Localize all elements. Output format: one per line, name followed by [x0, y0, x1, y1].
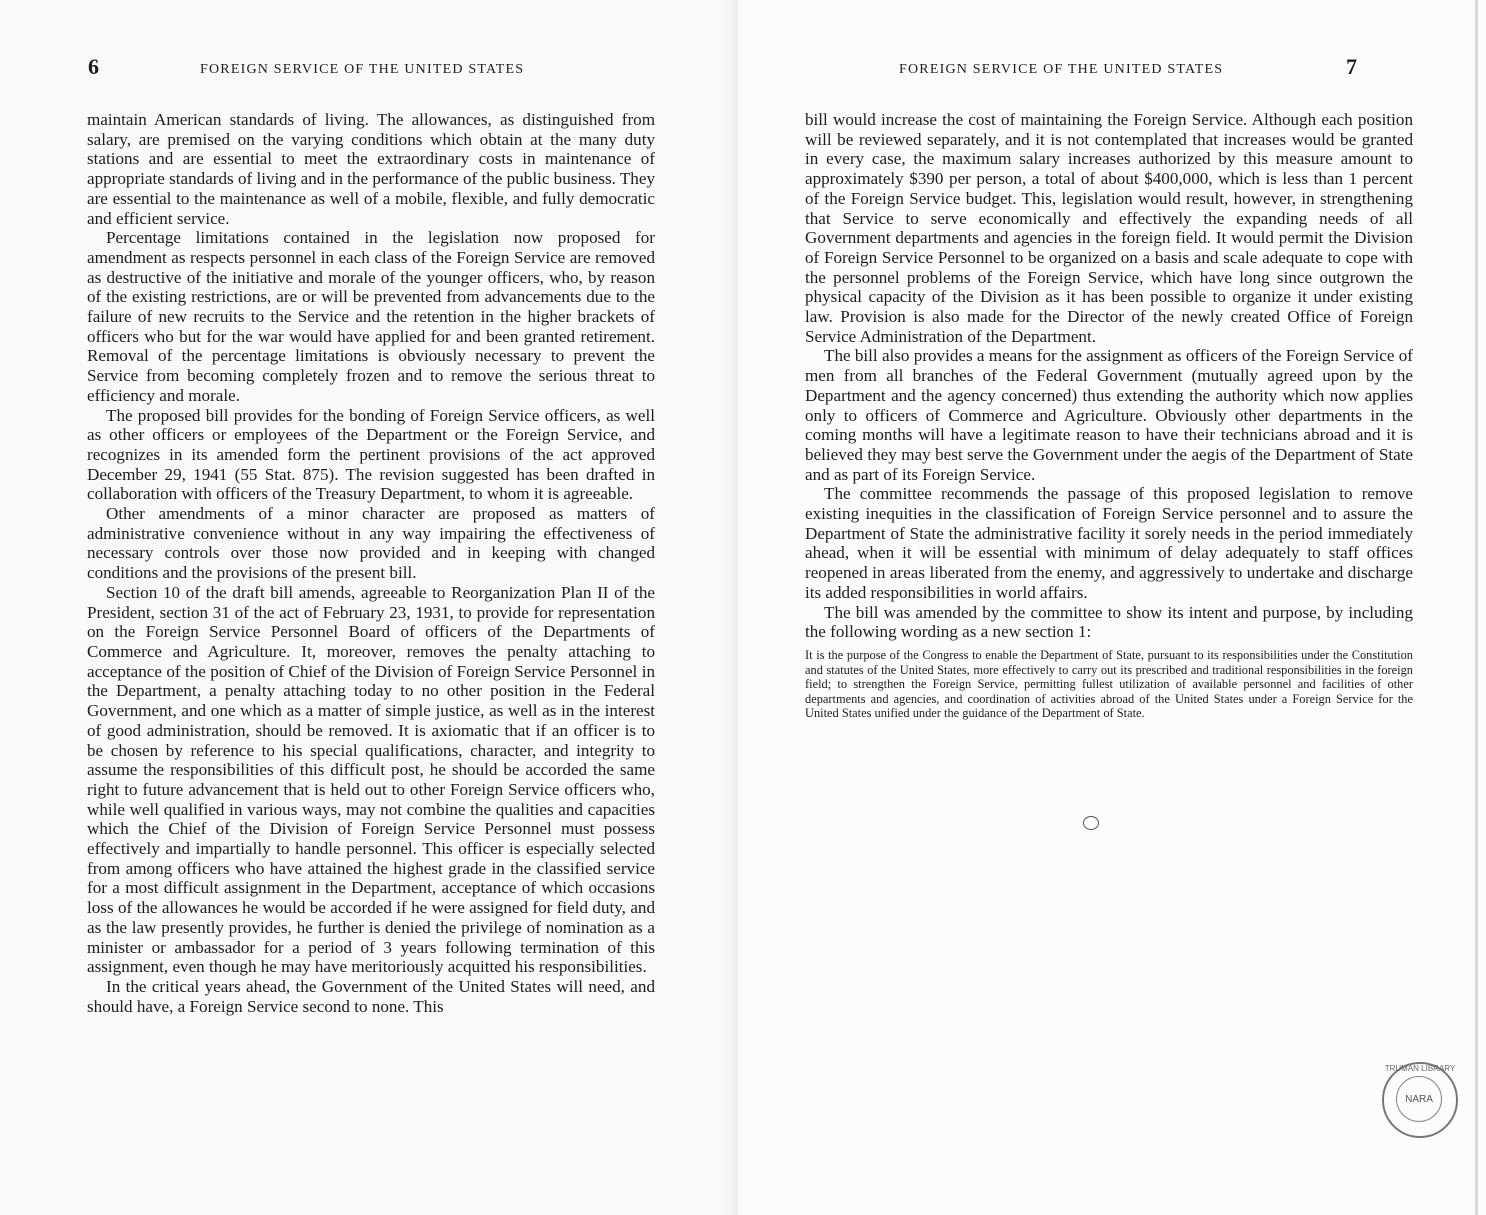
left-paragraph-2: Percentage limitations contained in the legislation now proposed for amendment as respects personnel in each class of the Foreign Service are removed as destructive of the initiative and morale of the younger officers, who, by reason of the existing restrictions, are or will be prevented from advancements due to the failure of new recruits to the Service and the retention in the higher brackets of officers who but for the war would have applied for and been granted retirement. Removal of the percentage limitations is obviously necessary to prevent the Service from becoming completely frozen and to remove the serious threat to efficiency and morale. [87, 228, 655, 405]
left-paragraph-6: In the critical years ahead, the Government of the United States will need, and should have, a Foreign Service second to none. This [87, 976, 655, 1016]
right-paragraph-2: The bill also provides a means for the assignment as officers of the Foreign Service of men from all branches of the Federal Government (mutually agreed upon by the Department and the agency concerned) thus extending the authority which now applies only to officers of Commerce and Agriculture. Obviously other departments in the coming months will have a legitimate reason to have their technicians abroad and it is believed they may best serve the Government under the aegis of the Department of State and as part of its Foreign Service. [805, 346, 1413, 484]
left-paragraph-4: Other amendments of a minor character are proposed as matters of administrative convenience without in any way impairing the effectiveness of necessary controls over those now provided and in keeping with changed conditions and the provisions of the present bill. [87, 504, 655, 583]
library-stamp [1382, 1062, 1458, 1138]
printed-circle-mark [1083, 816, 1099, 830]
section-1-quote: It is the purpose of the Congress to enable the Department of State, pursuant to its responsibilities under the Constitution and statutes of the United States, more effectively to carry out its prescribed and traditional responsibilities in the foreign field; to strengthen the Foreign Service, permitting fullest utilization of available personnel and facilities of other departments and agencies, and coordination of activities abroad of the United States under a Foreign Service for the United States unified under the guidance of the Department of State. [805, 647, 1413, 721]
right-paragraph-3: The committee recommends the passage of this proposed legislation to remove existing inequities in the classification of Foreign Service personnel and to assure the Department of State the administrative facility it sorely needs in the period immediately ahead, when it will be essential with minimum of delay adequately to staff offices reopened in areas liberated from the enemy, and aggressively to undertake and discharge its added responsibilities in world affairs. [805, 484, 1413, 602]
right-paragraph-4: The bill was amended by the committee to show its intent and purpose, by including the following wording as a new section 1: [805, 602, 1413, 642]
running-head-left: FOREIGN SERVICE OF THE UNITED STATES [200, 62, 525, 77]
left-paragraph-5: Section 10 of the draft bill amends, agreeable to Reorganization Plan II of the President, section 31 of the act of February 23, 1931, to provide for representation on the Foreign Service Personnel Board of officers of the Departments of Commerce and Agriculture. It, moreover, removes the penalty attaching to acceptance of the position of Chief of the Division of Foreign Service Personnel in the Department, a penalty attaching today to no other position in the Federal Government, and one which as a matter of simple justice, as well as in the interest of good administration, should be removed. It is axiomatic that if an officer is to be chosen by reference to his special qualifications, character, and integrity to assume the responsibilities of this difficult post, he should be accorded the same right to future advancement that is held out to other Foreign Service officers who, while well qualified in various ways, may not combine the qualities and capacities which the Chief of the Division of Foreign Service Personnel must possess effectively and impartially to handle personnel. This officer is especially selected from among officers who have attained the highest grade in the classified service for a most difficult assignment in the Department, acceptance of which occasions loss of the allowances he would be accorded if he were assigned for field duty, and as the law presently provides, he further is denied the privilege of nomination as a minister or ambassador for a period of 3 years following termination of this assignment, even though he may have meritoriously acquitted his responsibilities. [87, 582, 655, 977]
page-number-right: 7 [1346, 54, 1357, 79]
left-paragraph-1: maintain American standards of living. The allowances, as distinguished from salary, are premised on the varying conditions which obtain at the many duty stations and are essential to meet the extraordinary costs in maintenance of appropriate standards of living and in the performance of the public business. They are essential to the maintenance as well of a mobile, flexible, and fully democratic and efficient service. [87, 110, 655, 228]
right-paragraph-1: bill would increase the cost of maintaining the Foreign Service. Although each position will be reviewed separately, and it is not contemplated that increases would be granted in every case, the maximum salary increases authorized by this measure amount to approximately $390 per person, a total of about $400,000, which is less than 1 percent of the Foreign Service budget. This, legislation would result, however, in strengthening that Service to serve economically and effectively the expanding needs of all Government departments and agencies in the foreign field. It would permit the Division of Foreign Service Personnel to be organized on a basis and scale adequate to cope with the personnel problems of the Foreign Service, which have long since outgrown the physical capacity of the Division as it has been possible to organize it under existing law. Provision is also made for the Director of the newly created Office of Foreign Service Administration of the Department. [805, 110, 1413, 346]
right-text-column [805, 110, 1413, 721]
stamp-ring-text: TRUMAN LIBRARY [1384, 1064, 1456, 1073]
page-number-left: 6 [88, 54, 99, 79]
page-edge [1475, 0, 1478, 1215]
right-page [738, 0, 1486, 1215]
stamp-center-text: NARA [1396, 1076, 1442, 1122]
running-head-right: FOREIGN SERVICE OF THE UNITED STATES [899, 62, 1224, 77]
left-page [0, 0, 738, 1215]
left-text-column [87, 110, 655, 1016]
left-paragraph-3: The proposed bill provides for the bonding of Foreign Service officers, as well as other officers or employees of the Department or the Foreign Service, and recognizes in its amended form the pertinent provisions of the act approved December 29, 1941 (55 Stat. 875). The revision suggested has been drafted in collaboration with officers of the Treasury Department, to whom it is agreeable. [87, 405, 655, 504]
